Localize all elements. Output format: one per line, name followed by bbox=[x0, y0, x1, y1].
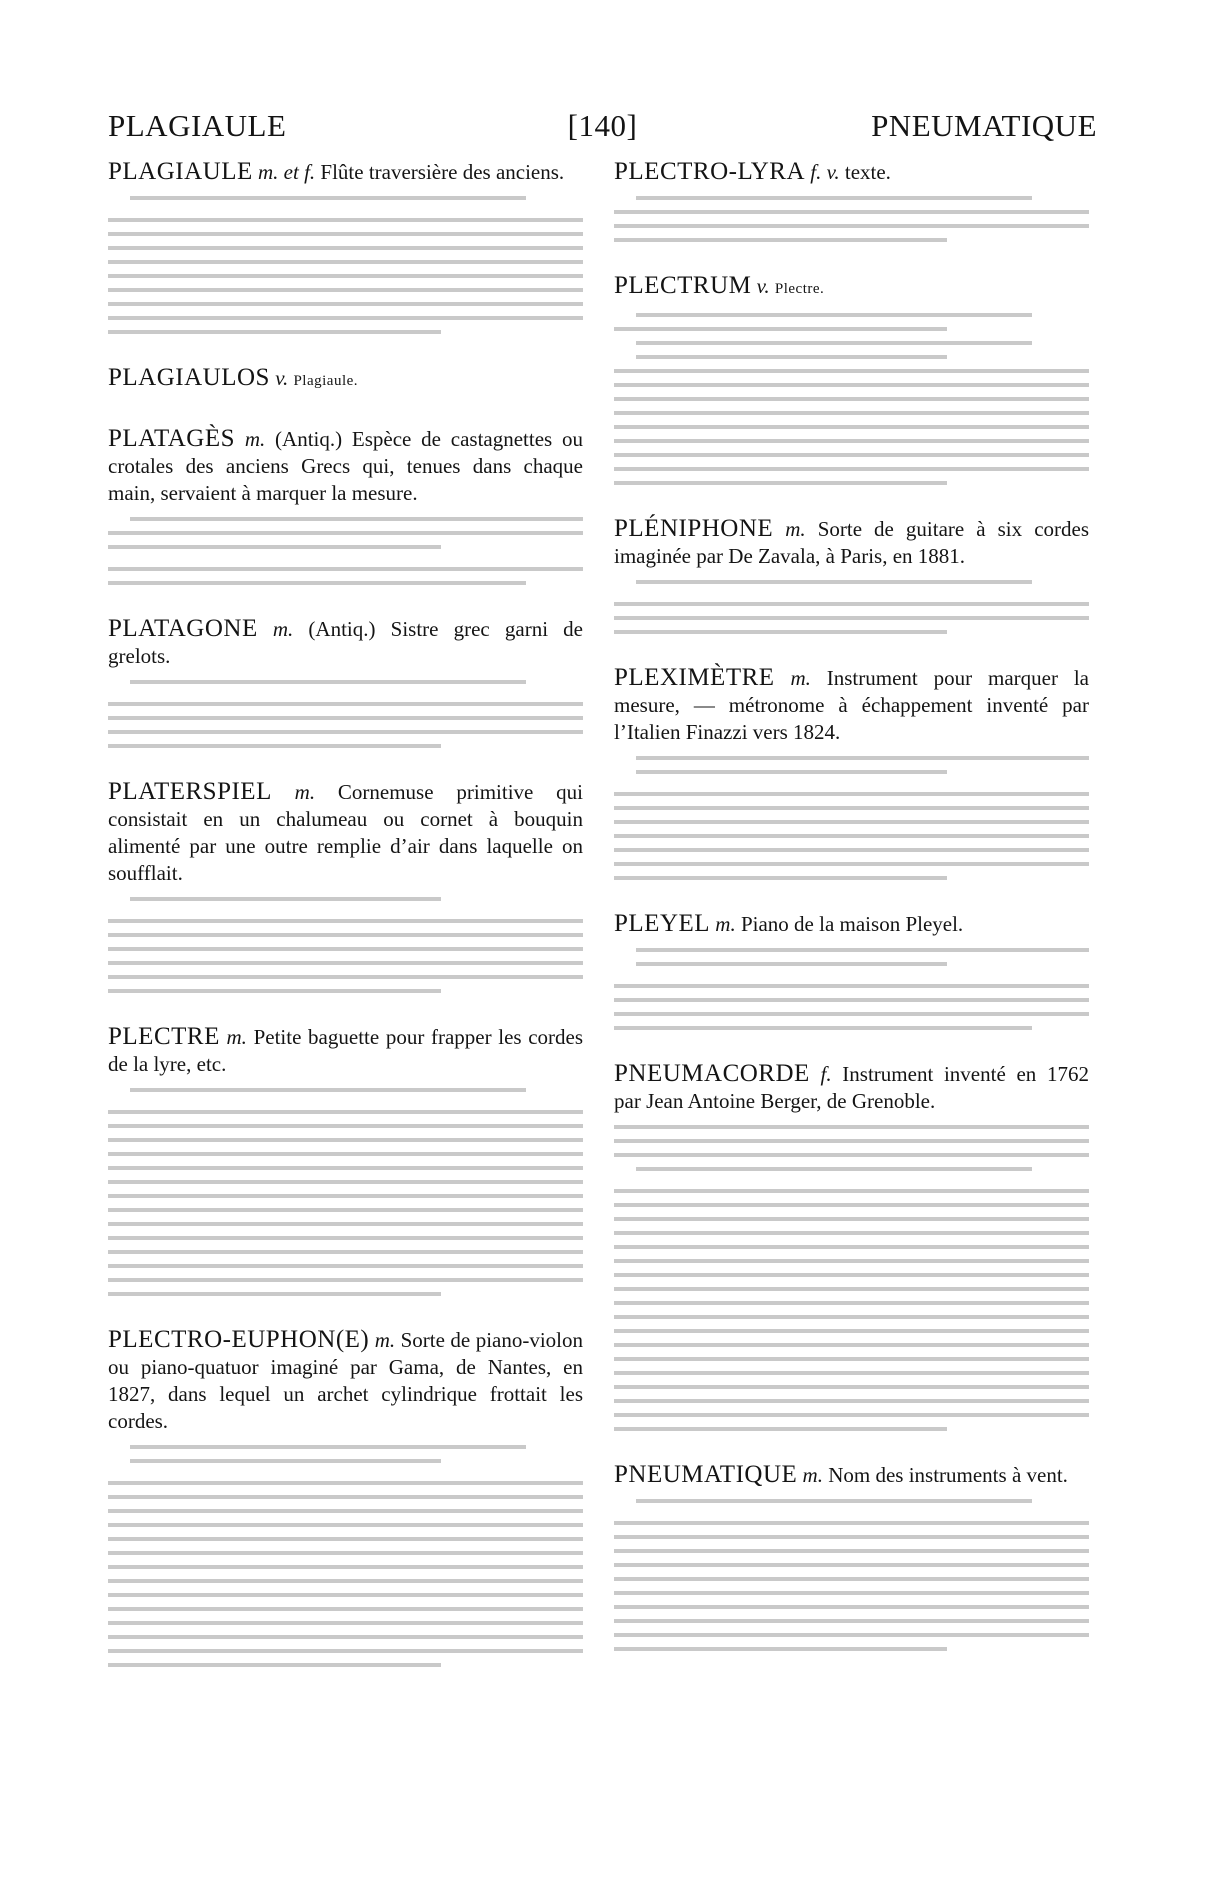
dictionary-entry bbox=[108, 1326, 583, 1667]
entry-heading bbox=[108, 158, 583, 186]
entry-citations bbox=[614, 948, 1089, 1030]
entry-citations bbox=[108, 680, 583, 748]
entry-heading bbox=[614, 1461, 1089, 1489]
entry-citations bbox=[108, 1088, 583, 1296]
entry-gram: f. bbox=[820, 1062, 832, 1086]
entry-heading bbox=[614, 272, 1089, 303]
entry-citations bbox=[614, 1499, 1089, 1651]
entry-citations bbox=[108, 517, 583, 585]
entry-headword: PLECTRUM bbox=[614, 272, 752, 299]
dictionary-entry bbox=[108, 615, 583, 748]
entry-citations bbox=[108, 196, 583, 334]
entry-headword: PLATERSPIEL bbox=[108, 778, 272, 805]
entry-gram: m. et f. bbox=[258, 160, 316, 184]
entry-definition: Nom des instruments à vent. bbox=[828, 1463, 1068, 1487]
entry-definition: (Antiq.) Espèce de castagnettes ou crotales des anciens Grecs qui, tenues dans chaque main, servaient à marquer la mesure. bbox=[108, 427, 583, 505]
entry-definition: Flûte traversière des anciens. bbox=[320, 160, 565, 184]
entry-citations bbox=[614, 580, 1089, 634]
entry-gram: m. bbox=[226, 1025, 247, 1049]
dictionary-entry bbox=[614, 1461, 1089, 1651]
entry-gram: m. bbox=[785, 517, 806, 541]
entry-citations bbox=[614, 1125, 1089, 1431]
running-head bbox=[108, 108, 1097, 150]
dictionary-entry bbox=[614, 515, 1089, 634]
entry-heading bbox=[614, 1060, 1089, 1115]
entry-headword: PLEYEL bbox=[614, 910, 711, 937]
entry-headword: PLAGIAULOS bbox=[108, 364, 270, 391]
entry-gram: f. v. bbox=[810, 160, 840, 184]
entry-citations bbox=[614, 313, 1089, 485]
entry-definition: (Antiq.) Sistre grec garni de grelots. bbox=[108, 617, 583, 668]
dictionary-entry bbox=[108, 425, 583, 585]
entry-definition: Petite baguette pour frapper les cordes de la lyre, etc. bbox=[108, 1025, 583, 1076]
entry-heading bbox=[108, 364, 583, 395]
dictionary-entry bbox=[108, 1023, 583, 1296]
entry-headword: PLECTRE bbox=[108, 1023, 220, 1050]
dictionary-entry bbox=[614, 1060, 1089, 1431]
running-head-right: PNEUMATIQUE bbox=[871, 108, 1097, 143]
entry-headword: PLEXIMÈTRE bbox=[614, 664, 775, 691]
entry-gram: v. bbox=[756, 274, 770, 298]
dictionary-entry bbox=[614, 272, 1089, 485]
entry-gram: v. bbox=[275, 366, 289, 390]
entry-headword: PLECTRO-LYRA bbox=[614, 158, 805, 185]
entry-citations bbox=[108, 897, 583, 993]
entry-heading bbox=[108, 778, 583, 887]
entry-gram: m. bbox=[294, 780, 316, 804]
dictionary-entry bbox=[108, 158, 583, 334]
entry-gram: m. bbox=[802, 1463, 823, 1487]
entry-heading bbox=[108, 1326, 583, 1435]
entry-headword: PNEUMACORDE bbox=[614, 1060, 810, 1087]
entry-heading bbox=[614, 664, 1089, 746]
entry-heading bbox=[614, 158, 1089, 186]
entry-citations bbox=[108, 1445, 583, 1667]
entry-definition: Instrument pour marquer la mesure, — métronome à échappement inventé par l’Italien Finazzi vers 1824. bbox=[614, 666, 1089, 744]
dictionary-entry bbox=[614, 910, 1089, 1030]
entry-heading bbox=[108, 425, 583, 507]
entry-headword: PLÉNIPHONE bbox=[614, 515, 774, 542]
running-head-left: PLAGIAULE bbox=[108, 108, 287, 143]
entry-definition: Instrument inventé en 1762 par Jean Antoine Berger, de Grenoble. bbox=[614, 1062, 1089, 1113]
entry-heading bbox=[108, 1023, 583, 1078]
entry-heading bbox=[614, 515, 1089, 570]
entry-definition: Cornemuse primitive qui consistait en un chalumeau ou cornet à bouquin alimenté par une outre remplie d’air dans laquelle on soufflait. bbox=[108, 780, 583, 885]
entry-headword: PLECTRO-EUPHON(E) bbox=[108, 1326, 370, 1353]
entry-gram: m. bbox=[790, 666, 811, 690]
entry-gram: m. bbox=[715, 912, 736, 936]
page-number: [140] bbox=[567, 108, 638, 143]
right-column bbox=[614, 158, 1089, 1848]
entry-heading bbox=[108, 615, 583, 670]
entry-cross-reference: Plectre. bbox=[774, 281, 825, 297]
dictionary-entry bbox=[614, 664, 1089, 880]
entry-citations bbox=[614, 196, 1089, 242]
entry-headword: PLATAGÈS bbox=[108, 425, 236, 452]
entry-gram: m. bbox=[244, 427, 266, 451]
entry-gram: m. bbox=[272, 617, 294, 641]
left-column bbox=[108, 158, 583, 1848]
entry-citations bbox=[614, 756, 1089, 880]
entry-definition: Piano de la maison Pleyel. bbox=[740, 912, 964, 936]
entry-cross-reference: Plagiaule. bbox=[293, 373, 359, 389]
dictionary-entry bbox=[614, 158, 1089, 242]
entry-definition: texte. bbox=[844, 160, 891, 184]
entry-headword: PLAGIAULE bbox=[108, 158, 253, 185]
entry-headword: PLATAGONE bbox=[108, 615, 258, 642]
entry-headword: PNEUMATIQUE bbox=[614, 1461, 798, 1488]
entry-definition: Sorte de piano-violon ou piano-quatuor imaginé par Gama, de Nantes, en 1827, dans lequel un archet cylindrique frottait les cordes. bbox=[108, 1328, 583, 1433]
dictionary-entry bbox=[108, 364, 583, 395]
dictionary-entry bbox=[108, 778, 583, 993]
entry-definition: Sorte de guitare à six cordes imaginée par De Zavala, à Paris, en 1881. bbox=[614, 517, 1089, 568]
entry-gram: m. bbox=[374, 1328, 396, 1352]
entry-heading bbox=[614, 910, 1089, 938]
